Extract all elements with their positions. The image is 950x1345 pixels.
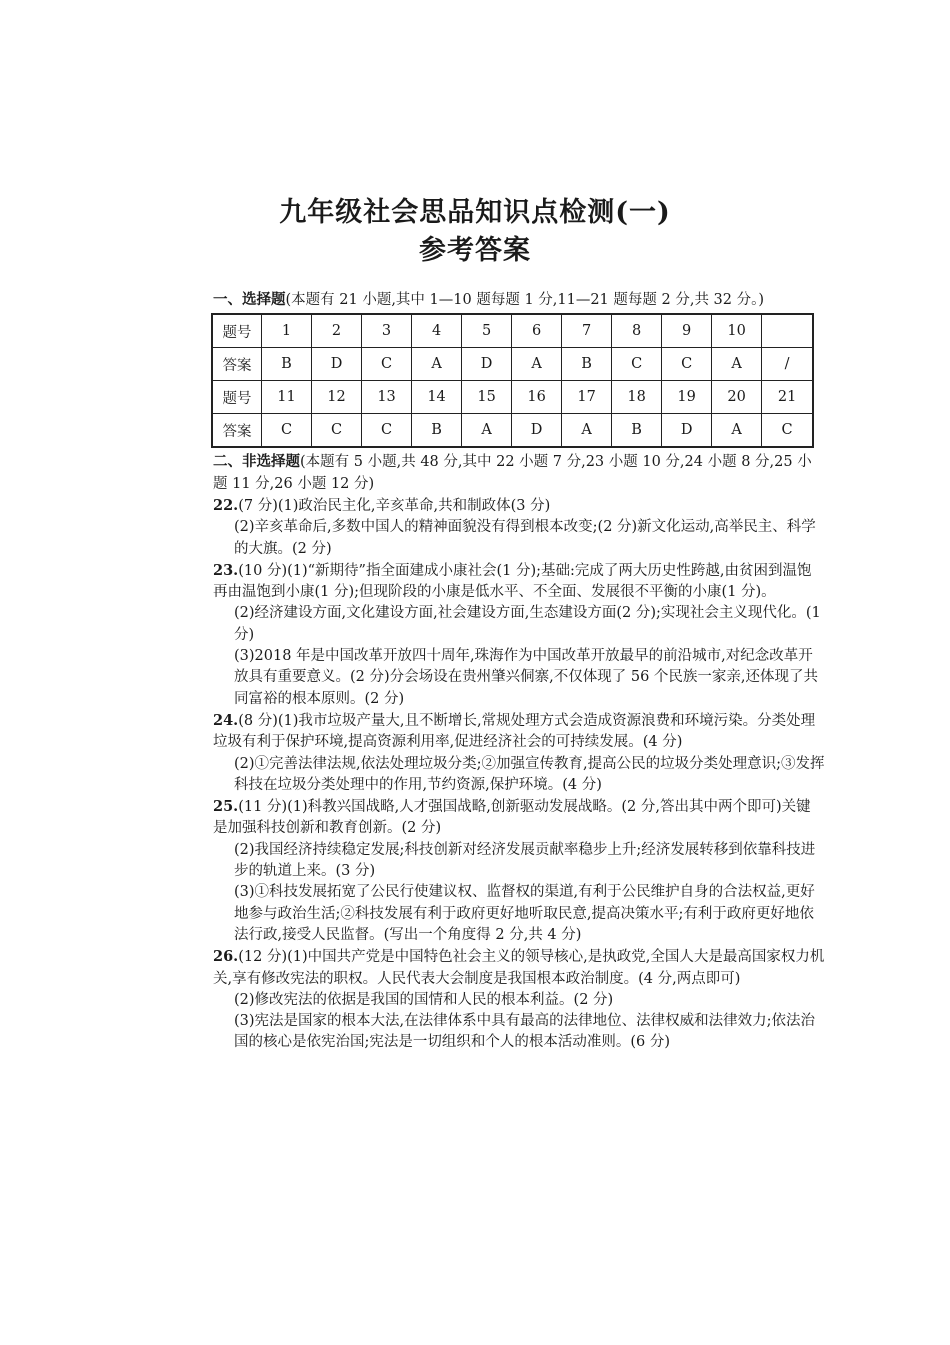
table-cell: 5 bbox=[462, 314, 512, 348]
sub-answer: (2)经济建设方面,文化建设方面,社会建设方面,生态建设方面(2 分);实现社会主义现代化。(1 分) bbox=[234, 605, 821, 643]
table-cell: A bbox=[512, 348, 562, 381]
table-cell: A bbox=[712, 348, 762, 381]
table-cell bbox=[762, 314, 813, 348]
table-cell: 18 bbox=[612, 381, 662, 414]
table-cell: B bbox=[562, 348, 612, 381]
row-header-cell: 答案 bbox=[212, 414, 262, 448]
table-cell: C bbox=[662, 348, 712, 381]
question-number: 26. bbox=[213, 948, 239, 966]
question-number: 25. bbox=[213, 798, 239, 816]
table-cell: C bbox=[762, 414, 813, 448]
question-answer-text: (11 分)(1)科教兴国战略,人才强国战略,创新驱动发展战略。(2 分,答出其中两个即可)关键是加强科技创新和教育创新。(2 分) bbox=[213, 799, 811, 837]
table-cell: 2 bbox=[312, 314, 362, 348]
table-cell: 7 bbox=[562, 314, 612, 348]
section-2-heading bbox=[213, 451, 825, 495]
sub-answer: (3)宪法是国家的根本大法,在法律体系中具有最高的法律地位、法律权威和法律效力;依法治国的核心是依宪治国;宪法是一切组织和个人的根本活动准则。(6 分) bbox=[234, 1013, 816, 1051]
table-cell: D bbox=[512, 414, 562, 448]
table-cell: / bbox=[762, 348, 813, 381]
sub-answer: (3)①科技发展拓宽了公民行使建议权、监督权的渠道,有利于公民维护自身的合法权益,更好地参与政治生活;②科技发展有利于政府更好地听取民意,提高决策水平;有利于政府更好地依法行政,接受人民监督。(写出一个角度得 2 分,共 4 分) bbox=[234, 884, 815, 943]
table-cell: 4 bbox=[412, 314, 462, 348]
table-cell: D bbox=[662, 414, 712, 448]
table-cell: 6 bbox=[512, 314, 562, 348]
table-row bbox=[212, 381, 813, 414]
section-1-note: (本题有 21 小题,其中 1—10 题每题 1 分,11—21 题每题 2 分,共 32 分。) bbox=[285, 292, 765, 308]
page-title: 九年级社会思品知识点检测(一) bbox=[279, 197, 671, 228]
question-23 bbox=[213, 560, 825, 604]
table-cell: 12 bbox=[312, 381, 362, 414]
table-cell: 10 bbox=[712, 314, 762, 348]
row-header-cell: 题号 bbox=[212, 381, 262, 414]
table-cell: D bbox=[462, 348, 512, 381]
table-row bbox=[212, 348, 813, 381]
table-cell: 17 bbox=[562, 381, 612, 414]
question-answer-text: (10 分)(1)“新期待”指全面建成小康社会(1 分);基础:完成了两大历史性跨越,由贫困到温饱再由温饱到小康(1 分);但现阶段的小康是低水平、不全面、发展很不平衡的小康(1 分)。 bbox=[213, 562, 812, 601]
table-cell: 3 bbox=[362, 314, 412, 348]
page-subtitle: 参考答案 bbox=[419, 235, 531, 266]
table-cell: A bbox=[712, 414, 762, 448]
question-number: 22. bbox=[213, 497, 239, 514]
question-26 bbox=[213, 946, 825, 990]
table-cell: 19 bbox=[662, 381, 712, 414]
table-cell: C bbox=[362, 348, 412, 381]
table-cell: B bbox=[412, 414, 462, 448]
table-cell: D bbox=[312, 348, 362, 381]
table-cell: 8 bbox=[612, 314, 662, 348]
question-answer-text: (12 分)(1)中国共产党是中国特色社会主义的领导核心,是执政党,全国人大是最高国家权力机关,享有修改宪法的职权。人民代表大会制度是我国根本政治制度。(4 分,两点即可) bbox=[213, 949, 825, 987]
section-2-label: 二、非选择题 bbox=[213, 453, 300, 470]
section-1-label: 一、选择题 bbox=[213, 291, 286, 308]
table-row bbox=[212, 414, 813, 448]
table-cell: C bbox=[612, 348, 662, 381]
table-cell: 13 bbox=[362, 381, 412, 414]
table-row bbox=[212, 314, 813, 348]
table-cell: C bbox=[362, 414, 412, 448]
table-cell: C bbox=[312, 414, 362, 448]
table-cell: B bbox=[612, 414, 662, 448]
section-2-note: (本题有 5 小题,共 48 分,其中 22 小题 7 分,23 小题 10 分,24 小题 8 分,25 小题 11 分,26 小题 12 分) bbox=[213, 454, 812, 492]
question-list bbox=[213, 495, 825, 1054]
question-number: 24. bbox=[213, 711, 239, 729]
sub-answer: (2)我国经济持续稳定发展;科技创新对经济发展贡献率稳步上升;经济发展转移到依靠科技进步的轨道上来。(3 分) bbox=[234, 841, 816, 880]
question-24 bbox=[213, 710, 825, 754]
table-cell: 16 bbox=[512, 381, 562, 414]
table-cell: A bbox=[462, 414, 512, 448]
table-cell: 20 bbox=[712, 381, 762, 414]
sub-answer: (2)辛亥革命后,多数中国人的精神面貌没有得到根本改变;(2 分)新文化运动,高举民主、科学的大旗。(2 分) bbox=[234, 519, 816, 557]
question-25 bbox=[213, 796, 825, 840]
table-cell: B bbox=[262, 348, 312, 381]
table-cell: 11 bbox=[262, 381, 312, 414]
table-cell: A bbox=[562, 414, 612, 448]
table-cell: 9 bbox=[662, 314, 712, 348]
question-answer-text: (7 分)(1)政治民主化,辛亥革命,共和制政体(3 分) bbox=[238, 498, 551, 514]
table-cell: A bbox=[412, 348, 462, 381]
answer-table bbox=[211, 313, 814, 448]
question-number: 23. bbox=[213, 561, 239, 579]
sub-answer: (2)修改宪法的依据是我国的国情和人民的根本利益。(2 分) bbox=[234, 991, 614, 1008]
table-cell: 15 bbox=[462, 381, 512, 414]
row-header-cell: 答案 bbox=[212, 348, 262, 381]
row-header-cell: 题号 bbox=[212, 314, 262, 348]
table-cell: 14 bbox=[412, 381, 462, 414]
sub-answer: (2)①完善法律法规,依法处理垃圾分类;②加强宣传教育,提高公民的垃圾分类处理意识;③发挥科技在垃圾分类处理中的作用,节约资源,保护环境。(4 分) bbox=[234, 755, 825, 793]
table-cell: 21 bbox=[762, 381, 813, 414]
table-cell: 1 bbox=[262, 314, 312, 348]
section-1-heading bbox=[213, 289, 825, 311]
sub-answer: (3)2018 年是中国改革开放四十周年,珠海作为中国改革开放最早的前沿城市,对纪念改革开放具有重要意义。(2 分)分会场设在贵州肇兴侗寨,不仅体现了 56 个民族一家亲,还体现了共同富裕的根本原则。(2 分) bbox=[234, 648, 819, 707]
table-cell: C bbox=[262, 414, 312, 448]
question-answer-text: (8 分)(1)我市垃圾产量大,且不断增长,常规处理方式会造成资源浪费和环境污染。分类处理垃圾有利于保护环境,提高资源利用率,促进经济社会的可持续发展。(4 分) bbox=[213, 712, 816, 751]
question-22 bbox=[213, 495, 825, 517]
